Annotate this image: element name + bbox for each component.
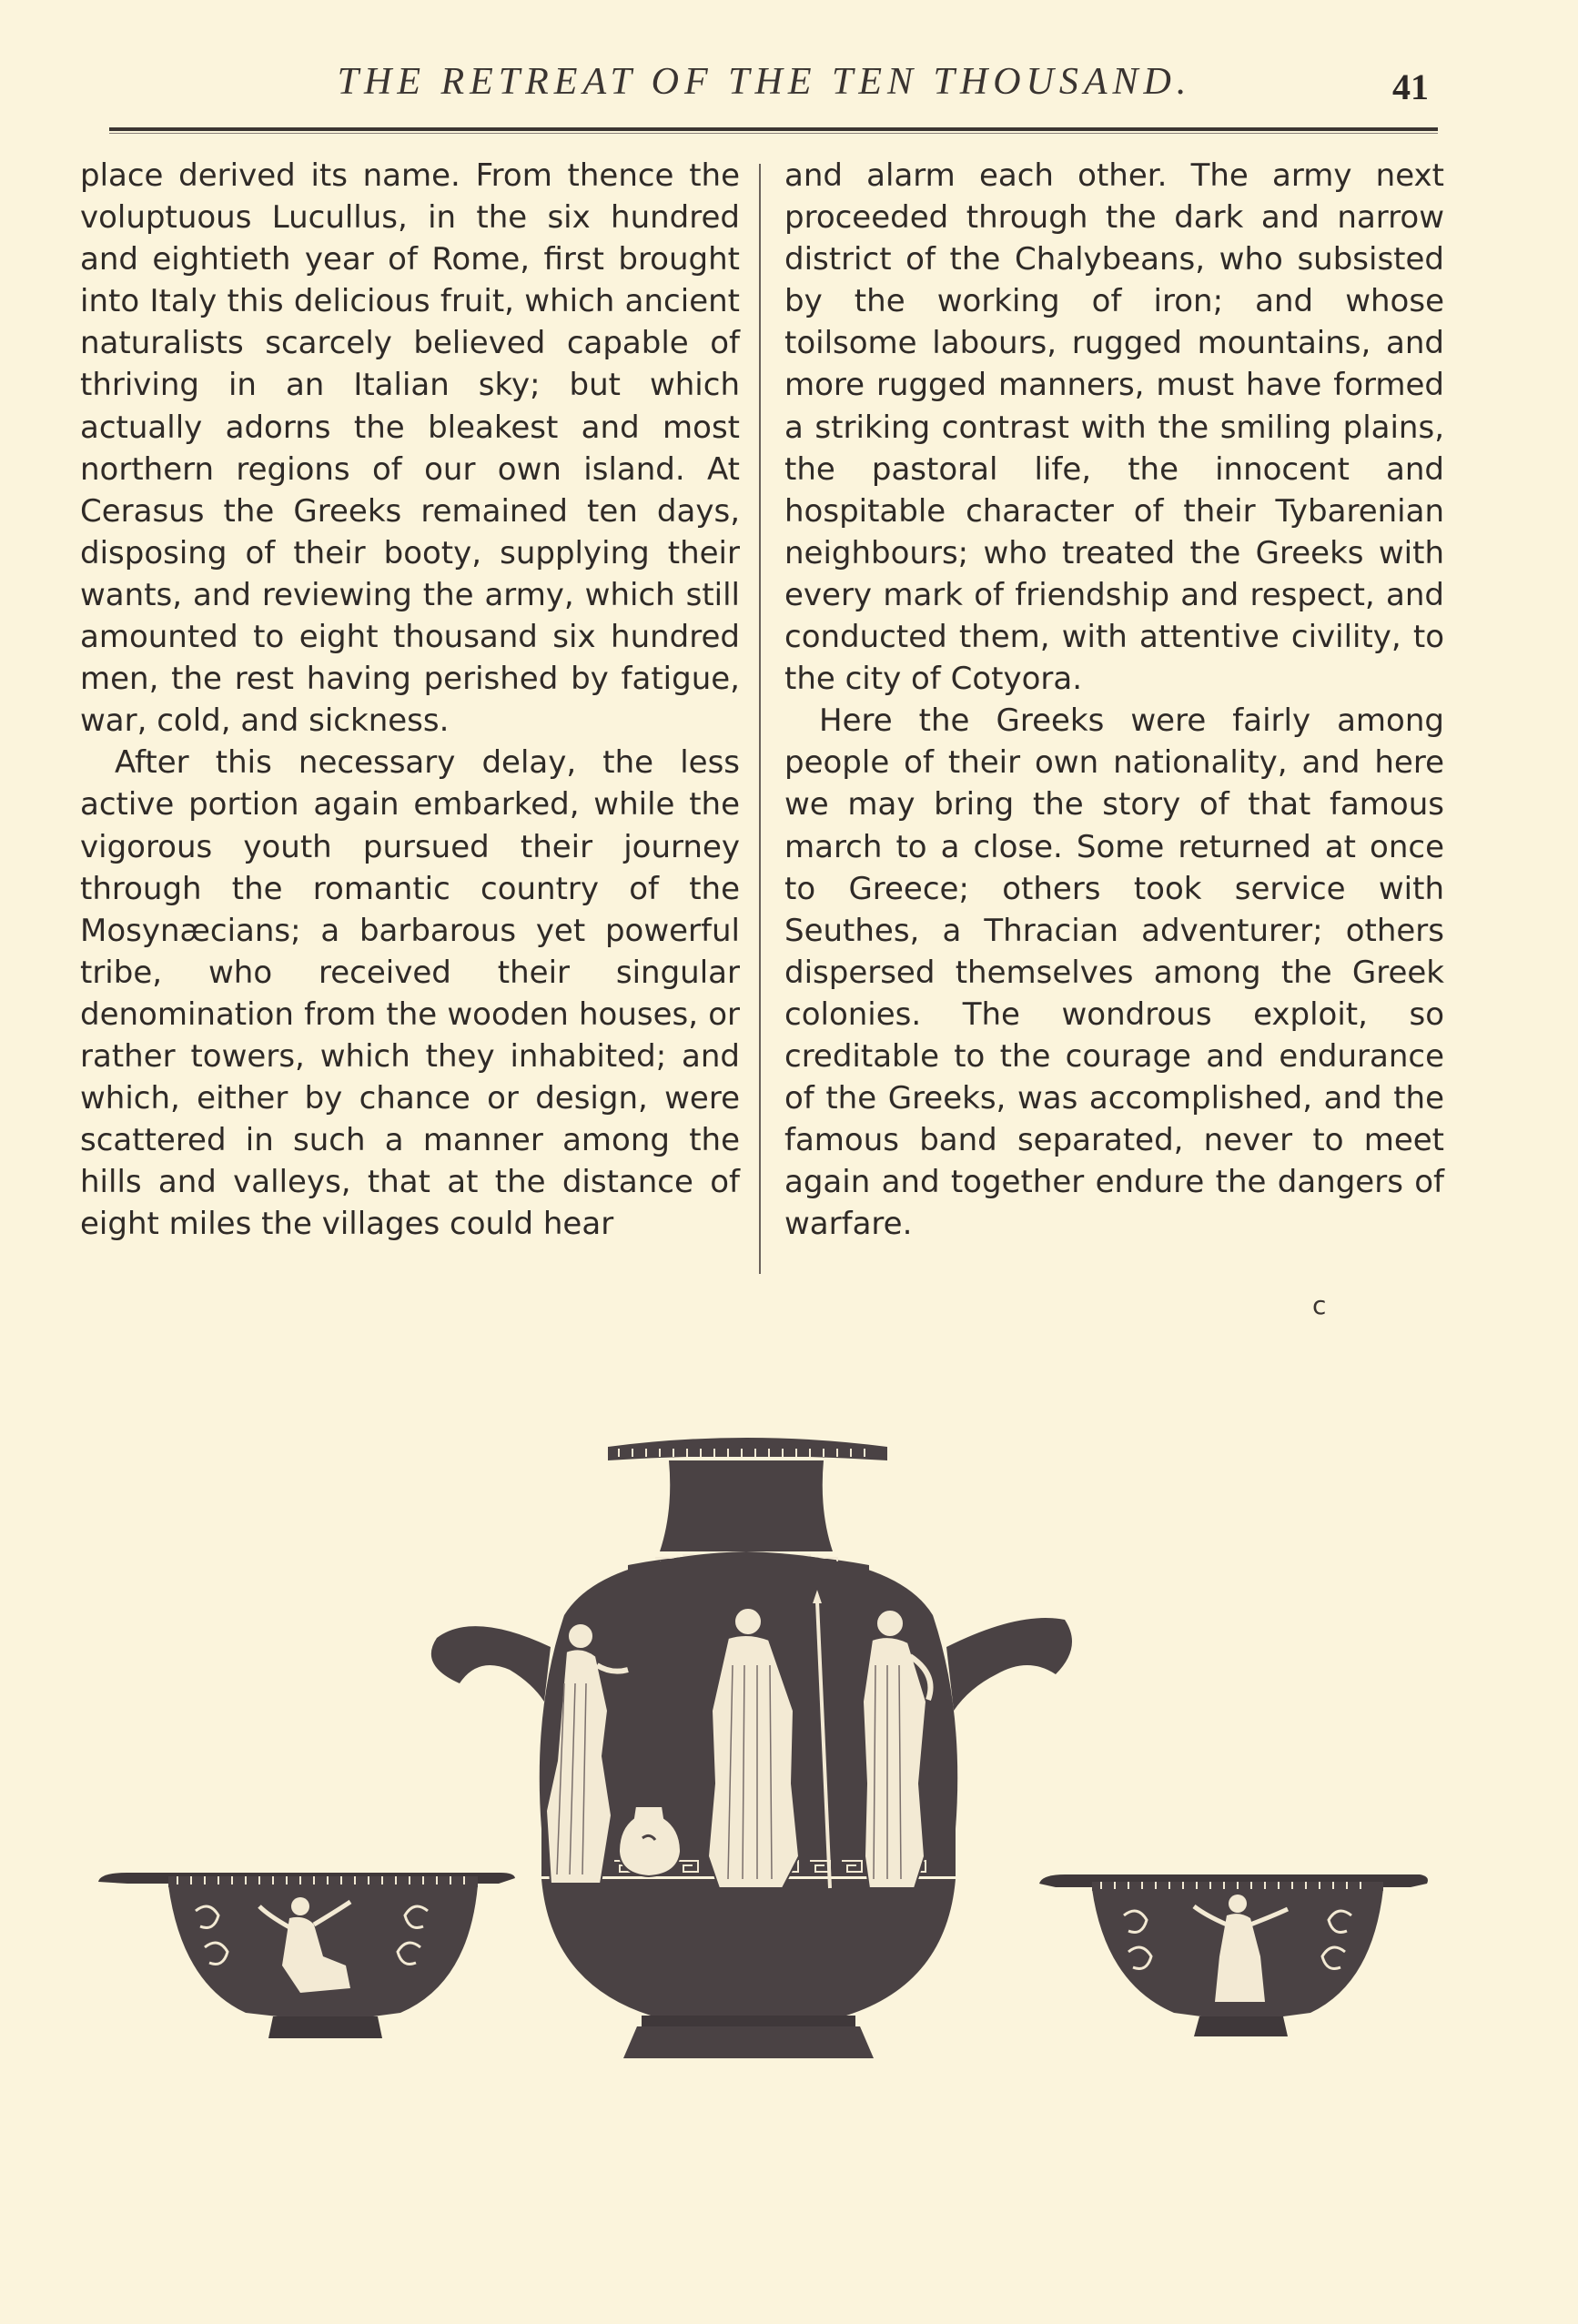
- right-paragraph-2: Here the Greeks were fairly among people of their own nationality, and here we may bring the story of that famous march to a close. Some returned at once to Greece; others took service with Seuthes, a Thracian adventurer; others dispersed themselves among the Greek colonies. The wondrous exploit, so creditable to the courage and endurance of the Greeks, was accomplished, and the famous band separated, never to meet again and together endure the dangers of warfare.: [784, 702, 1444, 1243]
- signature-mark: c: [1312, 1290, 1327, 1320]
- page-number: 41: [1392, 66, 1429, 107]
- header-rule: [109, 127, 1438, 131]
- right-column: [784, 155, 1444, 1283]
- right-kylix: [1039, 1874, 1428, 2036]
- left-column: [80, 155, 740, 1283]
- greek-vases-illustration: [0, 1401, 1578, 2220]
- left-paragraph-1: place derived its name. From thence the voluptuous Lucullus, in the six hundred and eightieth year of Rome, first brought into Italy this delicious fruit, which ancient naturalists scarcely believed capable of thriving in an Italian sky; but which actually adorns the bleakest and most northern regions of our own island. At Cerasus the Greeks remained ten days, disposing of their booty, supplying their wants, and reviewing the army, which still amounted to eight thousand six hundred men, the rest having perished by fatigue, war, cold, and sickness.: [80, 157, 740, 740]
- column-divider: [759, 164, 761, 1274]
- header-rule-thin: [109, 133, 1438, 134]
- running-title: THE RETREAT OF THE TEN THOUSAND.: [337, 61, 1192, 103]
- right-paragraph-1: and alarm each other. The army next proceeded through the dark and narrow district of the Chalybeans, who subsisted by the working of iron; and whose toilsome labours, rugged mountains, and more rugged manners, must have formed a striking contrast with the smiling plains, the pastoral life, the innocent and hospitable character of their Tybarenian neighbours; who treated the Greeks with every mark of friendship and respect, and conducted them, with attentive civility, to the city of Cotyora.: [784, 157, 1444, 698]
- left-paragraph-2: After this necessary delay, the less active portion again embarked, while the vigorous youth pursued their journey through the romantic country of the Mosynæcians; a barbarous yet powerful tribe, who received their singular denomination from the wooden houses, or rather towers, which they inhabited; and which, either by chance or design, were scattered in such a manner among the hills and valleys, that at the distance of eight miles the villages could hear: [80, 744, 740, 1243]
- running-head: [0, 60, 1578, 115]
- left-kylix: [98, 1873, 515, 2038]
- central-hydria: [431, 1438, 1072, 2058]
